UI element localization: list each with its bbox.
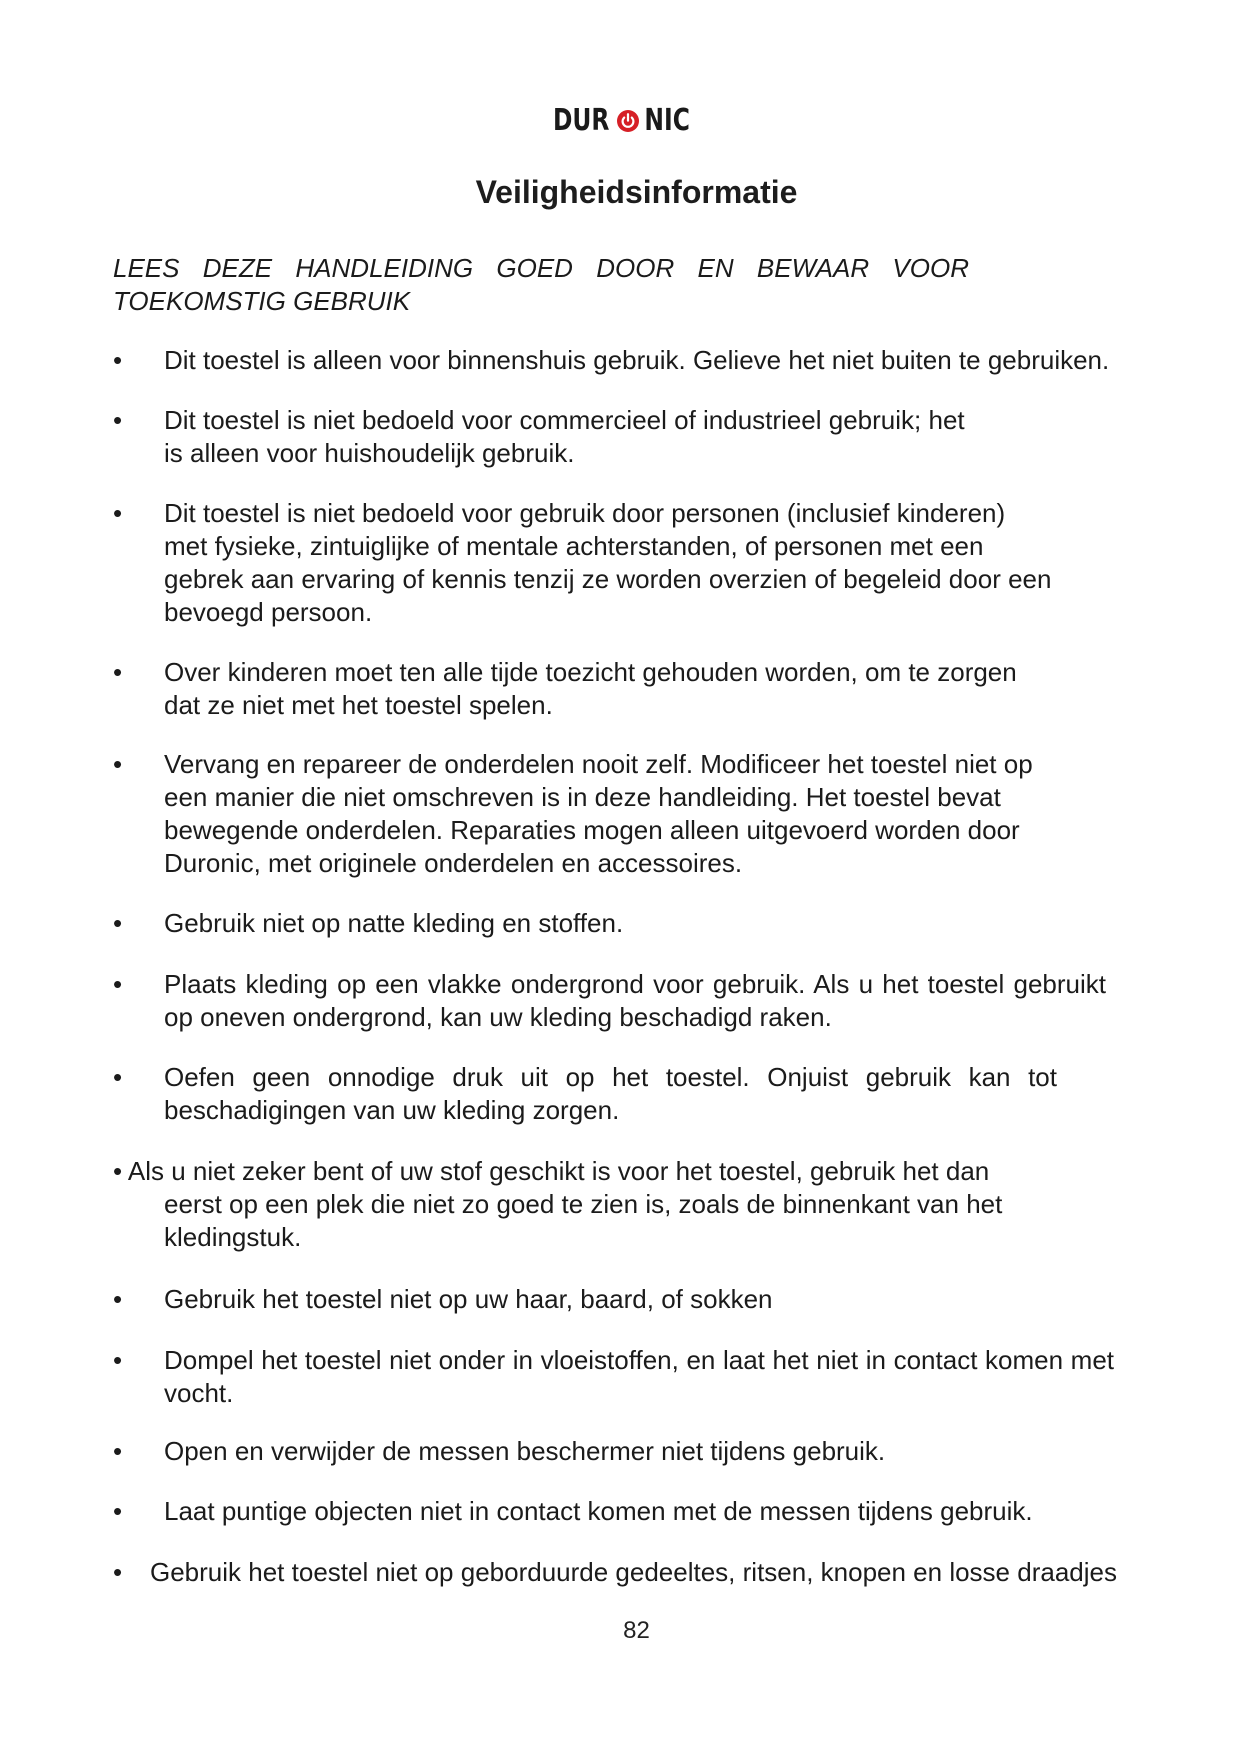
page-title: Veiligheidsinformatie <box>475 174 798 210</box>
list-item-text: Gebruik het toestel niet op uw haar, baard, of sokken <box>164 1284 773 1314</box>
bullet: • <box>113 498 123 528</box>
intro-notice <box>113 252 969 318</box>
logo-text-left: DUR <box>553 102 610 138</box>
intro-line-1: LEES DEZE HANDLEIDING GOED DOOR EN BEWAAR VOOR <box>113 253 969 283</box>
intro-line-2: TOEKOMSTIG GEBRUIK <box>113 286 411 316</box>
page-number: 82 <box>623 1617 650 1644</box>
bullet: • <box>113 1496 123 1526</box>
bullet: • <box>113 1062 123 1092</box>
list-item-text: Vervang en repareer de onderdelen nooit zelf. Modificeer het toestel niet op een manier die niet omschreven is in deze handleiding. Het toestel bevat bewegende onderdelen. Reparaties mogen alleen uitgevoerd worden door Duronic, met originele onderdelen en accessoires. <box>164 749 1033 878</box>
list-item-text: Gebruik het toestel niet op geborduurde gedeeltes, ritsen, knopen en losse draadjes <box>150 1557 1117 1587</box>
power-icon <box>616 109 640 133</box>
bullet: • <box>113 405 123 435</box>
bullet: • <box>113 1436 123 1466</box>
list-item-text: Oefen geen onnodige druk uit op het toestel. Onjuist gebruik kan tot beschadigingen van uw kleding zorgen. <box>164 1062 1057 1125</box>
bullet: • <box>113 969 123 999</box>
list-item-text: Dit toestel is niet bedoeld voor gebruik door personen (inclusief kinderen) met fysieke, zintuiglijke of mentale achterstanden, of personen met een gebrek aan ervaring of kennis tenzij ze worden overzien of begeleid door een bevoegd persoon. <box>164 498 1052 627</box>
list-item-text-first-line: • Als u niet zeker bent of uw stof geschikt is voor het toestel, gebruik het dan <box>113 1156 990 1186</box>
list-item-text: Dompel het toestel niet onder in vloeistoffen, en laat het niet in contact komen met vocht. <box>164 1345 1114 1408</box>
logo-text-right: NIC <box>643 102 690 138</box>
bullet: • <box>113 749 123 779</box>
bullet: • <box>113 345 123 375</box>
list-item-text: Gebruik niet op natte kleding en stoffen. <box>164 908 624 938</box>
list-item-text: Plaats kleding op een vlakke ondergrond voor gebruik. Als u het toestel gebruikt op oneven ondergrond, kan uw kleding beschadigd raken. <box>164 969 1106 1032</box>
duronic-logo <box>0 100 1241 141</box>
list-item-text: Dit toestel is alleen voor binnenshuis gebruik. Gelieve het niet buiten te gebruiken. <box>164 345 1110 375</box>
list-item-text: Dit toestel is niet bedoeld voor commercieel of industrieel gebruik; het is alleen voor huishoudelijk gebruik. <box>164 405 965 468</box>
bullet: • <box>113 1284 123 1314</box>
bullet: • <box>113 657 123 687</box>
list-item-text: Laat puntige objecten niet in contact komen met de messen tijdens gebruik. <box>164 1496 1033 1526</box>
list-item-text: Open en verwijder de messen beschermer niet tijdens gebruik. <box>164 1436 886 1466</box>
bullet: • <box>113 1345 123 1375</box>
list-item-text-continued: eerst op een plek die niet zo goed te zien is, zoals de binnenkant van het kledingstuk. <box>164 1189 1003 1252</box>
list-item-text: Over kinderen moet ten alle tijde toezicht gehouden worden, om te zorgen dat ze niet met het toestel spelen. <box>164 657 1017 720</box>
bullet: • <box>113 908 123 938</box>
bullet: • <box>113 1557 123 1587</box>
